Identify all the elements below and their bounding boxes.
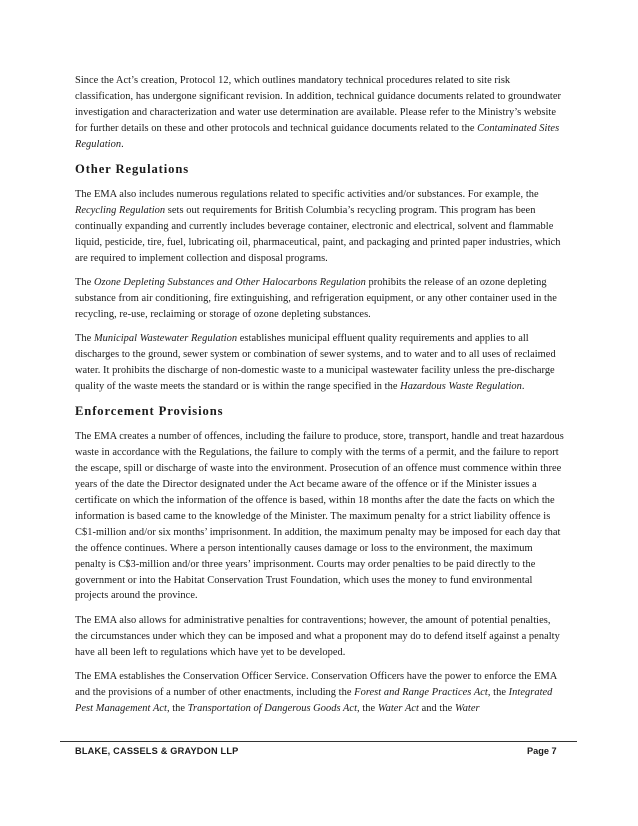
act-title: Water Act [377, 702, 419, 714]
paragraph-recycling [75, 187, 565, 267]
heading-enforcement-provisions: Enforcement Provisions [75, 404, 224, 419]
text-run: . [121, 138, 124, 150]
text-run: The EMA establishes the Conservation Officer Service. Conservation Officers have the power to enforce the EMA and the provisions of a number of other enactments, including the [75, 671, 557, 698]
regulation-title: Ozone Depleting Substances and Other Halocarbons Regulation [93, 277, 366, 289]
text-run: and the [418, 702, 455, 714]
page-body [75, 73, 565, 725]
act-title: Transportation of Dangerous Goods Act [187, 702, 358, 714]
paragraph-protocol-12 [75, 73, 565, 153]
text-run: The EMA also includes numerous regulations related to specific activities and/or substances. For example, the [75, 189, 539, 201]
text-run: prohibits the release of an ozone depleting substance from air conditioning, fire extinguishing, and refrigeration equipment, or any other container used in the recycling, re-use, reclaiming or storage of ozone depleting substances. [75, 277, 557, 320]
paragraph-ozone [75, 275, 565, 323]
page-number: Page 7 [527, 746, 557, 756]
act-title: Integrated Pest Management Act [75, 687, 553, 714]
paragraph-wastewater [75, 331, 565, 395]
footer-divider [60, 741, 577, 742]
text-run: Since the Act’s creation, Protocol 12, which outlines mandatory technical procedures related to site risk classification, has undergone significant revision. In addition, technical guidance documents related to groundwater investigation and characterization and water use determination are available. Please refer to the Ministry’s website for further details on these and other protocols and technical guidance documents related to the [75, 75, 562, 134]
act-title: Water [454, 702, 480, 714]
footer-firm-name: BLAKE, CASSELS & GRAYDON LLP [75, 746, 239, 756]
regulation-title: Municipal Wastewater Regulation [93, 333, 238, 345]
text-run: establishes municipal effluent quality requirements and applies to all discharges to the ground, sewer system or combination of sewer systems, and to water and to all uses of reclaimed water. It prohibits the discharge of non-domestic waste to a municipal wastewater facility unless the pre-discharge quality of the waste meets the standard or is within the range specified in the [75, 333, 556, 392]
regulation-title: Contaminated Sites Regulation [75, 122, 560, 150]
text-run: sets out requirements for British Columbia’s recycling program. This program has been continually expanding and currently includes beverage container, electronic and electrical, solvent and flammable liquid, pesticide, tire, fuel, lubricating oil, pharmaceutical, paint, and packaging and printed paper industries, which are required to implement collection and disposal programs. [75, 204, 561, 264]
text-run: , the [487, 687, 509, 698]
text-run: , the [357, 702, 378, 714]
paragraph-offences: The EMA creates a number of offences, including the failure to produce, store, transport, handle and treat hazardous waste in accordance with the Regulations, the failure to comply with the terms of a permit, and the failure to report the escape, spill or discharge of waste into the environment. Prosecution of an offence must commence within three years of the date the Director designated under the Act became aware of the offence or if the Minister issues a certificate on which the information of the offence is based, within 18 months after the date the facts on which the information is based came to the knowledge of the Minister. The maximum penalty for a strict liability offence is C$1-million and/or six months’ imprisonment. In addition, the maximum penalty may be imposed for each day that the offence continues. Where a person intentionally causes damage or loss to the environment, the maximum penalty is C$3-million and/or three years’ imprisonment. Courts may order penalties to be paid directly to the government or into the Habitat Conservation Trust Foundation, which uses the money to fund environmental projects around the province. [75, 431, 564, 602]
text-run: . [521, 381, 525, 392]
text-run: The [75, 277, 94, 289]
paragraph-conservation-officers [75, 669, 565, 717]
text-run: , the [166, 702, 188, 714]
act-title: Forest and Range Practices Act [354, 687, 488, 698]
paragraph-administrative-penalties: The EMA also allows for administrative penalties for contraventions; however, the amount of potential penalties, the circumstances under which they can be imposed and what a proponent may do to defend itself against a penalty have all been left to regulations which have yet to be developed. [75, 614, 560, 658]
heading-other-regulations: Other Regulations [75, 162, 190, 177]
regulation-title: Hazardous Waste Regulation [400, 381, 522, 392]
text-run: The [75, 333, 94, 345]
regulation-title: Recycling Regulation [75, 204, 166, 216]
